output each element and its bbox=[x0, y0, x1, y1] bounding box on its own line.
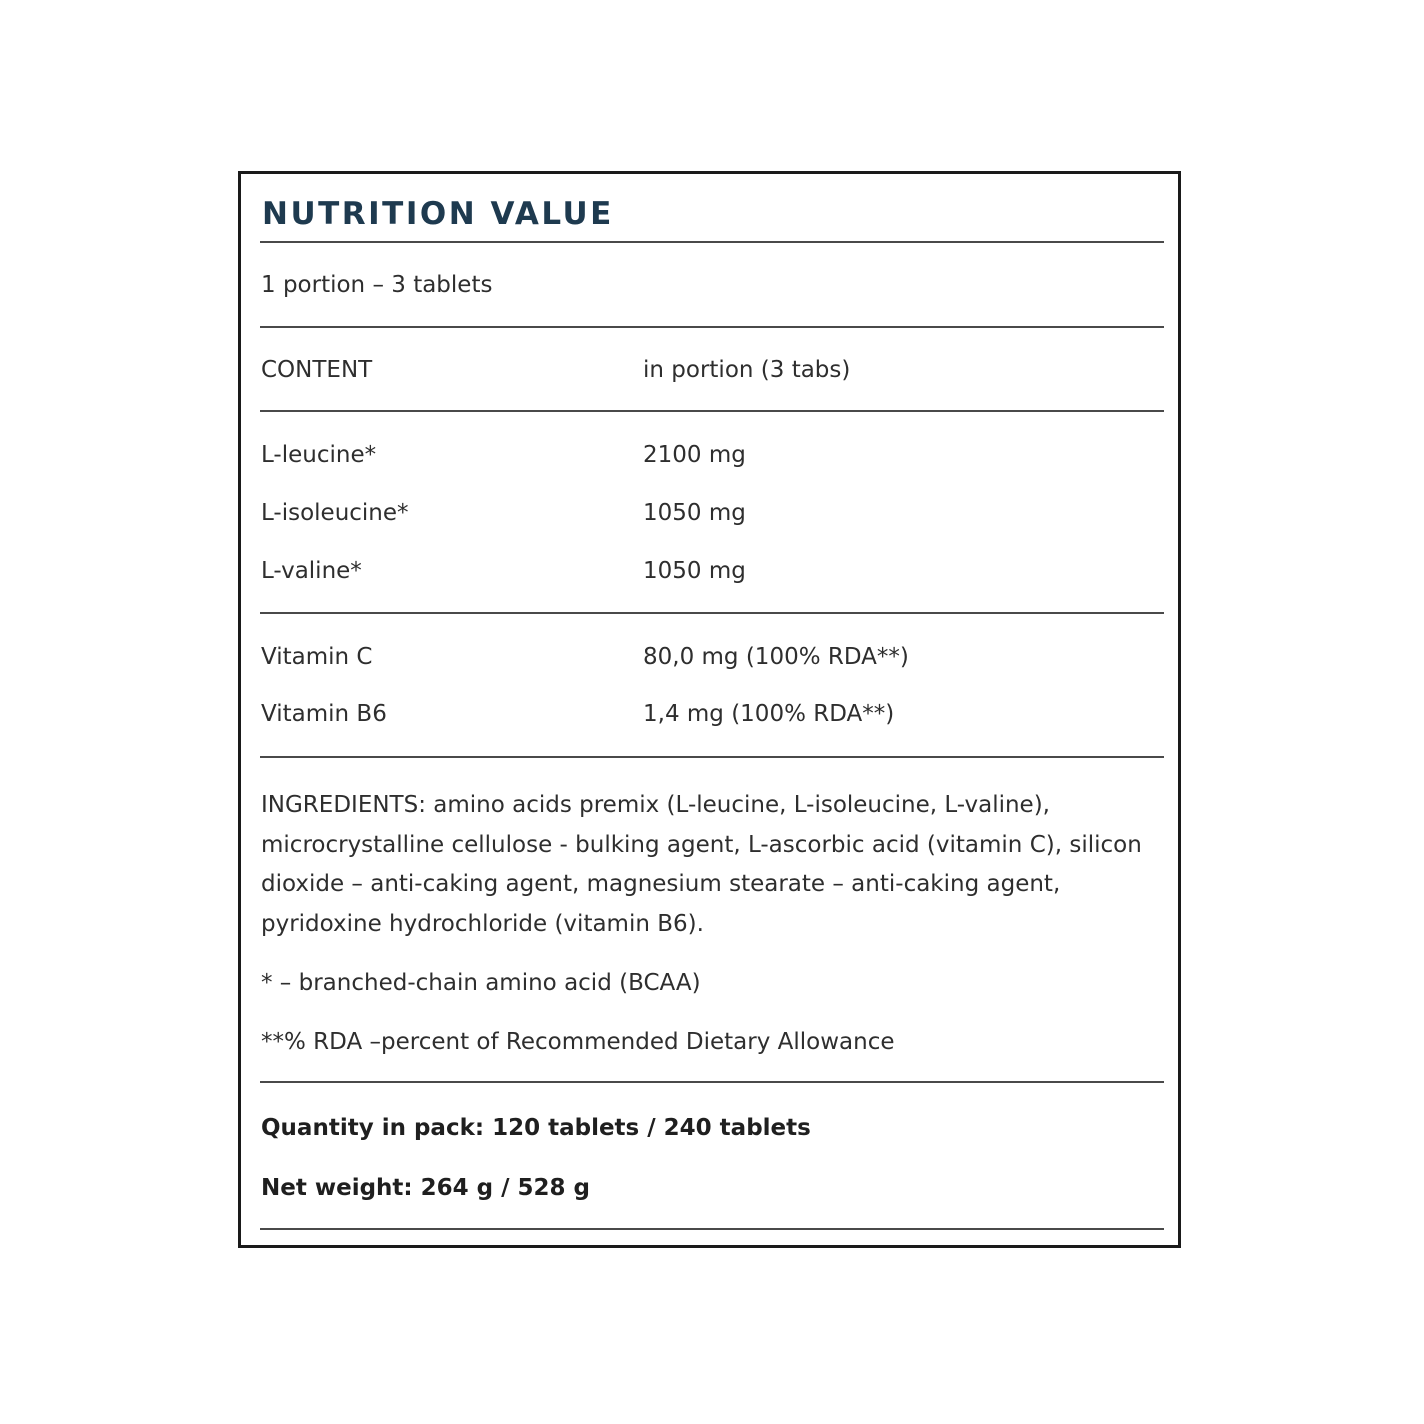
divider bbox=[260, 756, 1164, 758]
divider bbox=[260, 326, 1164, 328]
page-title: NUTRITION VALUE bbox=[262, 196, 614, 232]
table-row-name: Vitamin B6 bbox=[261, 701, 387, 727]
table-row-amount: 80,0 mg (100% RDA**) bbox=[643, 644, 909, 670]
ingredients-text: INGREDIENTS: amino acids premix (L-leucine, L-isoleucine, L-valine), microcrystalline cellulose - bulking agent, L-ascorbic acid (vitamin C), silicon dioxide – anti-caking agent, magnesium stearate – anti-caking agent, pyridoxine hydrochloride (vitamin B6). bbox=[261, 792, 1142, 937]
table-row-name: Vitamin C bbox=[261, 644, 373, 670]
footnote-rda: **% RDA –percent of Recommended Dietary Allowance bbox=[261, 1029, 895, 1055]
table-row-amount: 1050 mg bbox=[643, 500, 746, 526]
net-weight: Net weight: 264 g / 528 g bbox=[261, 1175, 590, 1201]
table-header-content: CONTENT bbox=[261, 357, 373, 383]
table-row-amount: 1050 mg bbox=[643, 558, 746, 584]
table-row-name: L-valine* bbox=[261, 558, 362, 584]
divider bbox=[260, 241, 1164, 243]
table-row-amount: 2100 mg bbox=[643, 442, 746, 468]
table-header-amount: in portion (3 tabs) bbox=[643, 357, 851, 383]
table-row-amount: 1,4 mg (100% RDA**) bbox=[643, 701, 895, 727]
table-row-name: L-leucine* bbox=[261, 442, 377, 468]
pack-quantity: Quantity in pack: 120 tablets / 240 tablets bbox=[261, 1115, 811, 1141]
divider bbox=[260, 410, 1164, 412]
divider bbox=[260, 1228, 1164, 1230]
footnote-bcaa: * – branched-chain amino acid (BCAA) bbox=[261, 970, 701, 996]
table-row-name: L-isoleucine* bbox=[261, 500, 409, 526]
divider bbox=[260, 1081, 1164, 1083]
divider bbox=[260, 612, 1164, 614]
portion-info: 1 portion – 3 tablets bbox=[261, 272, 493, 298]
